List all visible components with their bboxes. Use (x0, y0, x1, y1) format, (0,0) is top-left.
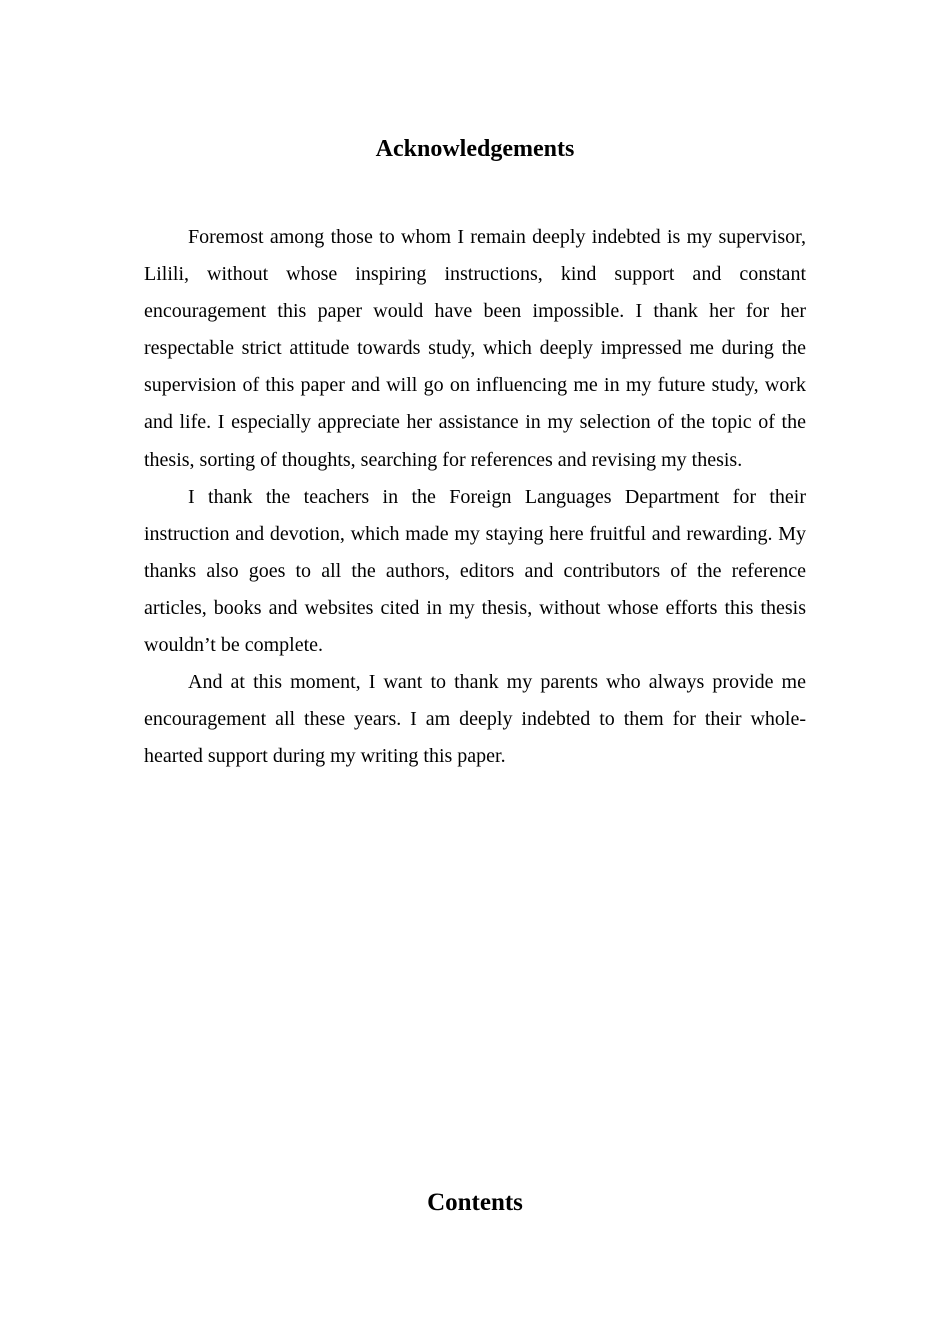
acknowledgements-body (144, 219, 806, 775)
paragraph-teachers: I thank the teachers in the Foreign Languages Department for their instruction and devotion, which made my staying here fruitful and rewarding. My thanks also goes to all the authors, editors and contributors of the reference articles, books and websites cited in my thesis, without whose efforts this thesis wouldn’t be complete. (144, 485, 806, 657)
contents-heading: Contents (427, 1189, 523, 1216)
paragraph-parents: And at this moment, I want to thank my parents who always provide me encouragement all these years. I am deeply indebted to them for their whole-hearted support during my writing this paper. (144, 671, 806, 768)
paragraph-supervisor: Foremost among those to whom I remain deeply indebted is my supervisor, Lilili, without whose inspiring instructions, kind support and constant encouragement this paper would have been impossible. I thank her for her respectable strict attitude towards study, which deeply impressed me during the supervision of this paper and will go on influencing me in my future study, work and life. I especially appreciate her assistance in my selection of the topic of the thesis, sorting of thoughts, searching for references and revising my thesis. (144, 226, 806, 471)
acknowledgements-heading: Acknowledgements (375, 136, 575, 162)
